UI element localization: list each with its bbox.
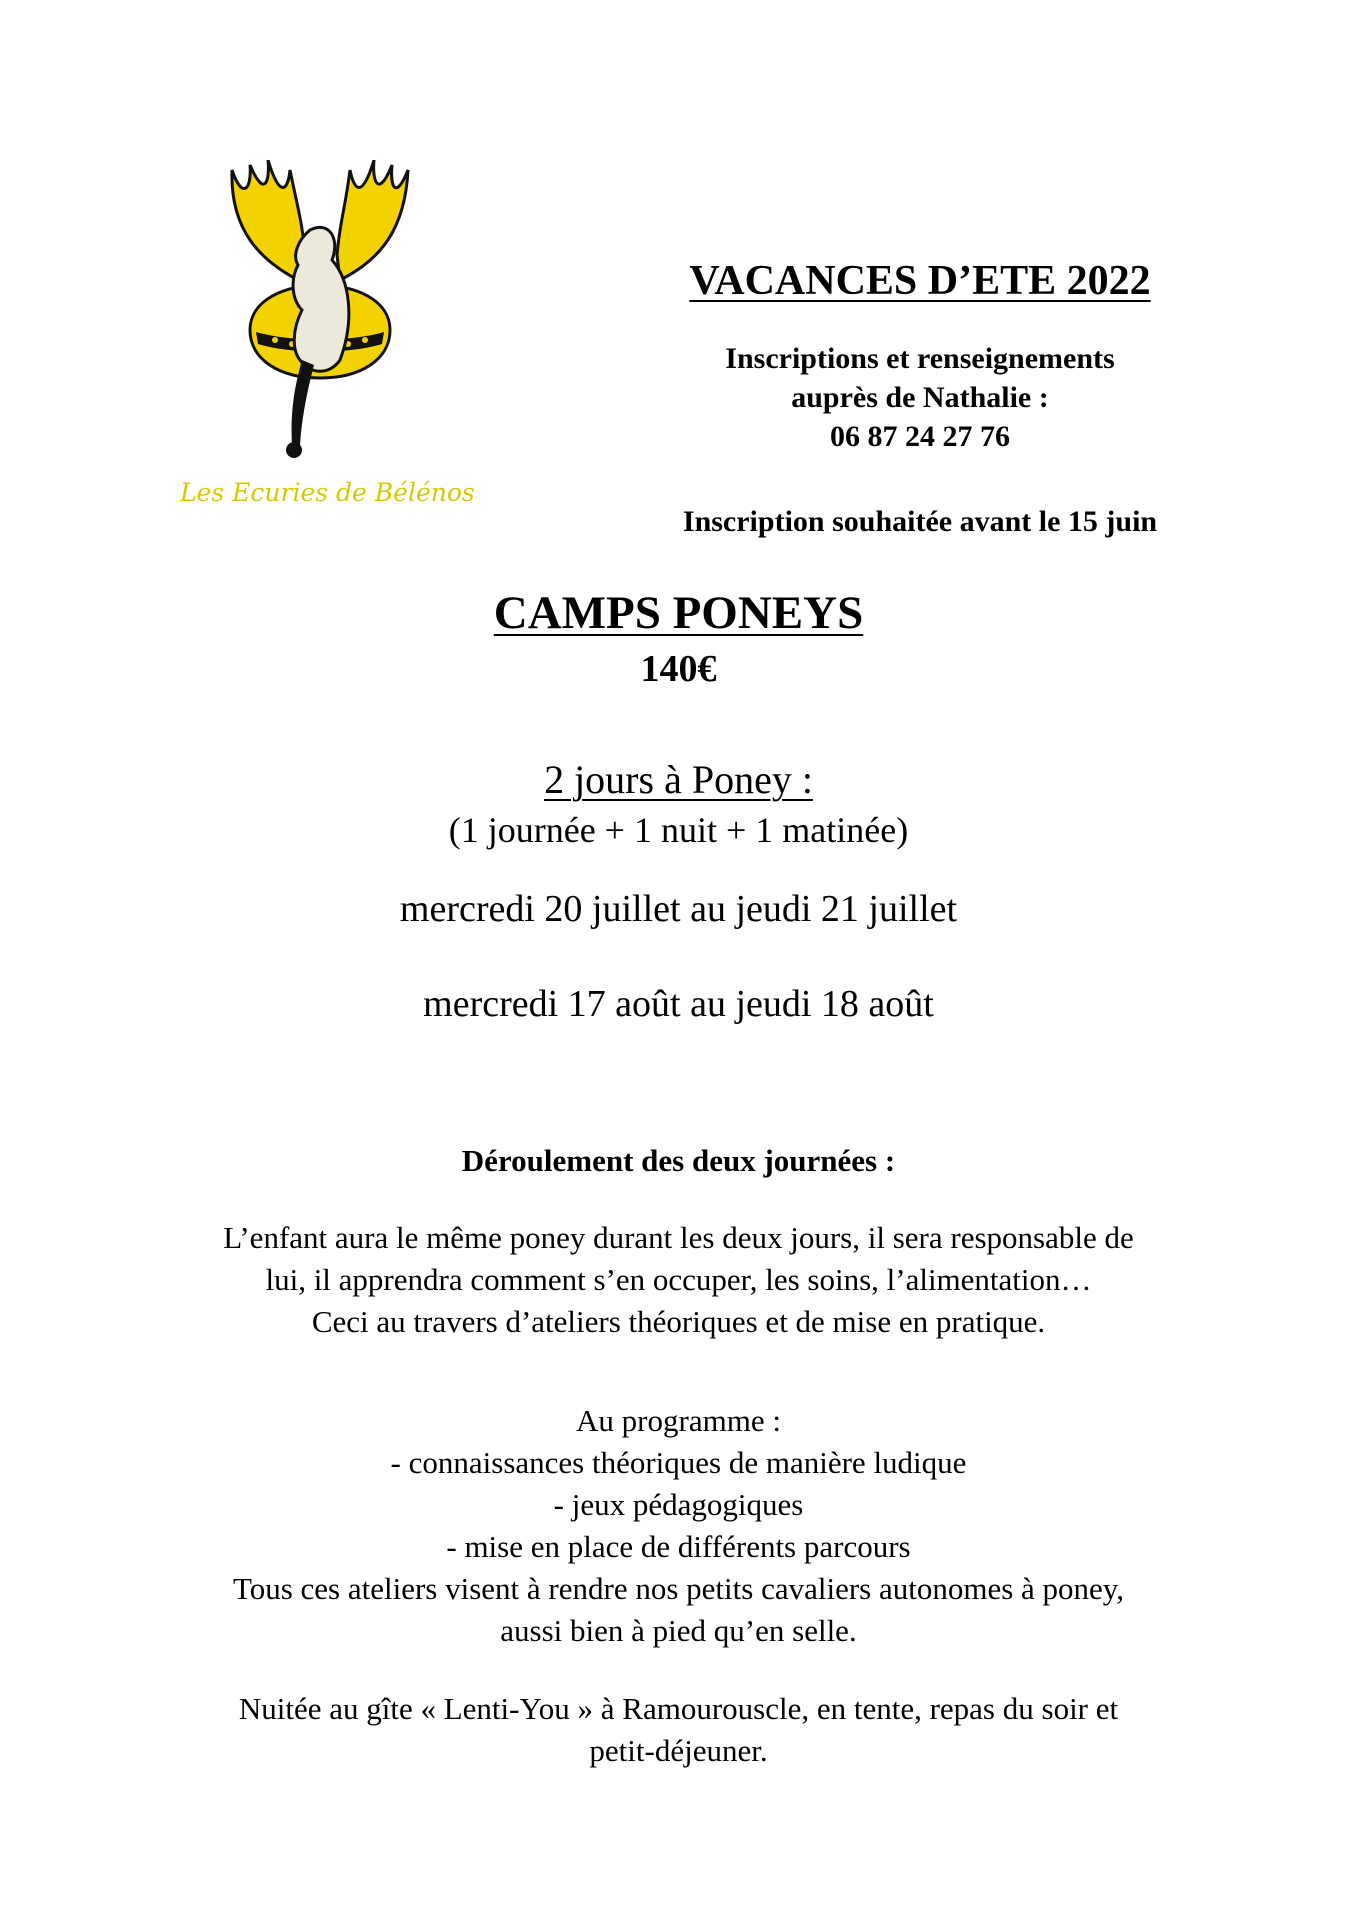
list-item: - jeux pédagogiques [553,1487,804,1522]
right-wing [337,160,408,280]
camp-date: mercredi 17 août au jeudi 18 août [423,983,934,1025]
text-line: lui, il apprendra comment s’en occuper, les soins, l’alimentation… [265,1262,1092,1297]
header-block [600,255,1240,542]
camp-date: mercredi 20 juillet au jeudi 21 juillet [399,888,958,930]
page-title: VACANCES D’ETE 2022 [689,258,1151,304]
text-line: Nuitée au gîte « Lenti-You » à Ramourouscle, en tente, repas du soir et [238,1691,1119,1726]
program-agenda [0,1400,1357,1652]
text-line: Ceci au travers d’ateliers théoriques et de mise en pratique. [311,1304,1046,1339]
logo-text: Les Ecuries de Bélénos [180,478,475,507]
program-intro [0,1217,1357,1343]
phone-number: 06 87 24 27 76 [830,420,1010,453]
club-logo [180,160,475,530]
overnight-info [0,1688,1357,1772]
camp-title: CAMPS PONEYS [493,587,864,639]
text-line: Tous ces ateliers visent à rendre nos petits cavaliers autonomes à poney, [232,1571,1125,1606]
text-line: aussi bien à pied qu’en selle. [500,1613,857,1648]
winged-horse-emblem [180,160,460,470]
text-line: Au programme : [576,1403,781,1438]
camp-duration: 2 jours à Poney : [544,757,813,802]
list-item: - connaissances théoriques de manière ludique [390,1445,967,1480]
registration-deadline: Inscription souhaitée avant le 15 juin [682,505,1158,538]
camp-duration-detail: (1 journée + 1 nuit + 1 matinée) [448,810,909,850]
contact-info [600,339,1240,456]
camp-price: 140€ [640,648,717,690]
left-wing [232,160,305,280]
text-line: L’enfant aura le même poney durant les deux jours, il sera responsable de [223,1220,1134,1255]
contact-line: Inscriptions et renseignements [725,342,1115,375]
text-line: petit-déjeuner. [589,1733,768,1768]
list-item: - mise en place de différents parcours [446,1529,911,1564]
contact-line: auprès de Nathalie : [791,381,1049,414]
program-section-title: Déroulement des deux journées : [461,1143,896,1178]
